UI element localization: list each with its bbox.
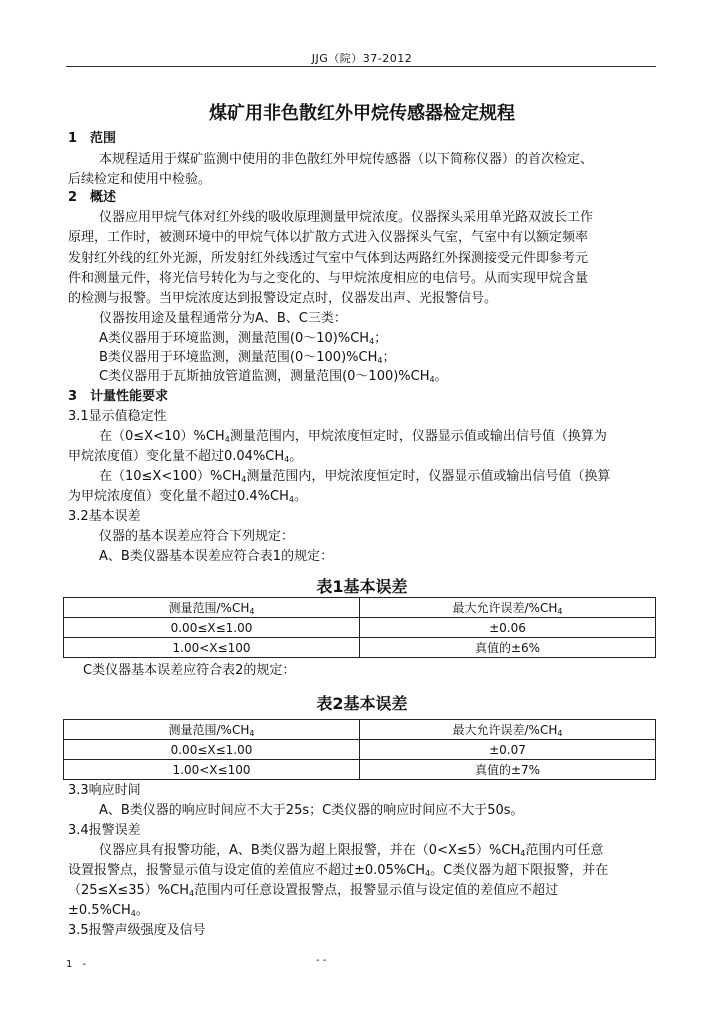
- header-rule: [66, 66, 656, 67]
- class-c-line: C类仪器用于瓦斯抽放管道监测，测量范围$(0\sim 100)\%CH_4$。: [99, 369, 448, 384]
- table-cell: ±0.06: [360, 618, 656, 638]
- subsection-3-2-heading: 3.2基本误差: [68, 509, 141, 524]
- table-row: [64, 618, 656, 638]
- table-row: [64, 638, 656, 658]
- table-1: [63, 597, 656, 658]
- paragraph-line: 设置报警点，报警显示值与设定值的差值应不超过$\pm 0.05\%CH_4$。C类仪器为超下限报警，并在: [68, 863, 609, 878]
- column-header-max-error: 最大允许误差$/\%CH_4$: [360, 720, 656, 740]
- table-cell: 1.00<X≤100: [64, 638, 360, 658]
- table-2: [63, 719, 656, 780]
- table-cell: 0.00≤X≤1.00: [64, 618, 360, 638]
- table-cell: ±0.07: [360, 740, 656, 760]
- table-2-title: 表2基本误差: [316, 694, 408, 713]
- table-header-row: [64, 598, 656, 618]
- subsection-3-3-heading: 3.3响应时间: [68, 783, 141, 798]
- document-code: JJG（院）37-2012: [311, 52, 413, 65]
- table-row: [64, 740, 656, 760]
- paragraph-line: 仪器应具有报警功能，A、B类仪器为超上限报警，并在$(0<X\le 5)\%CH_4$范围内可任意: [99, 843, 604, 858]
- footer-mark: - -: [316, 955, 327, 966]
- table-header-row: [64, 720, 656, 740]
- paragraph-line: 为甲烷浓度值）变化量不超过$0.4\%CH_4$。: [68, 489, 307, 504]
- page-number: 1 -: [66, 959, 86, 970]
- paragraph-line: $(25\le X\le 35)\%CH_4$范围内可任意设置报警点，报警显示值与设定值的差值应不超过: [68, 883, 559, 898]
- paragraph-line: 仪器应用甲烷气体对红外线的吸收原理测量甲烷浓度。仪器探头采用单光路双波长工作: [99, 210, 594, 225]
- section-2-heading: 2 概述: [68, 190, 117, 205]
- table-cell: 1.00<X≤100: [64, 760, 360, 780]
- subsection-3-5-heading: 3.5报警声级强度及信号: [68, 923, 206, 938]
- paragraph-line: 发射红外线的红外光源，所发射红外线透过气室中气体到达两路红外探测接受元件即参考元: [68, 251, 589, 266]
- section-3-heading: 3 计量性能要求: [68, 389, 169, 404]
- column-header-range: 测量范围$/\%CH_4$: [64, 598, 360, 618]
- paragraph-line: $\pm 0.5\%CH_4$。: [68, 903, 149, 918]
- paragraph-line: 本规程适用于煤矿监测中使用的非色散红外甲烷传感器（以下简称仪器）的首次检定、: [99, 152, 594, 167]
- table-cell: 真值的±6%: [360, 638, 656, 658]
- table-row: [64, 760, 656, 780]
- paragraph-line: 甲烷浓度值）变化量不超过$0.04\%CH_4$。: [68, 449, 303, 464]
- paragraph-line: 仪器的基本误差应符合下列规定：: [99, 529, 295, 544]
- subsection-3-1-heading: 3.1显示值稳定性: [68, 409, 167, 424]
- table-cell: 真值的±7%: [360, 760, 656, 780]
- column-header-range: 测量范围$/\%CH_4$: [64, 720, 360, 740]
- paragraph-line: 在$(0\le X<10)\%CH_4$测量范围内，甲烷浓度恒定时，仪器显示值或输出信号值（换算为: [99, 429, 607, 444]
- subsection-3-4-heading: 3.4报警误差: [68, 823, 141, 838]
- paragraph-line: 件和测量元件，将光信号转化为与之变化的、与甲烷浓度相应的电信号。从而实现甲烷含量: [68, 271, 589, 286]
- table-1-title: 表1基本误差: [316, 577, 408, 596]
- class-a-line: A类仪器用于环境监测，测量范围$(0\sim 10)\%CH_4$；: [99, 331, 388, 346]
- class-b-line: B类仪器用于环境监测，测量范围$(0\sim 100)\%CH_4$；: [99, 350, 396, 365]
- table-cell: 0.00≤X≤1.00: [64, 740, 360, 760]
- paragraph-line: 在$(10\le X<100)\%CH_4$测量范围内，甲烷浓度恒定时，仪器显示值或输出信号值（换算: [99, 469, 611, 484]
- paragraph-line: 的检测与报警。当甲烷浓度达到报警设定点时，仪器发出声、光报警信号。: [68, 291, 498, 306]
- document-title: 煤矿用非色散红外甲烷传感器检定规程: [209, 103, 515, 124]
- paragraph-line: 原理，工作时，被测环境中的甲烷气体以扩散方式进入仪器探头气室，气室中有以额定频率: [68, 230, 589, 245]
- column-header-max-error: 最大允许误差$/\%CH_4$: [360, 598, 656, 618]
- section-1-heading: 1 范围: [68, 131, 117, 146]
- paragraph-line: A、B类仪器基本误差应符合表1的规定：: [99, 549, 334, 564]
- paragraph-line: 后续检定和使用中检验。: [68, 172, 212, 187]
- paragraph-line: A、B类仪器的响应时间应不大于25s；C类仪器的响应时间应不大于50s。: [99, 803, 524, 818]
- paragraph-line: 仪器按用途及量程通常分为A、B、C三类：: [99, 311, 347, 326]
- paragraph-line: C类仪器基本误差应符合表2的规定：: [83, 663, 296, 678]
